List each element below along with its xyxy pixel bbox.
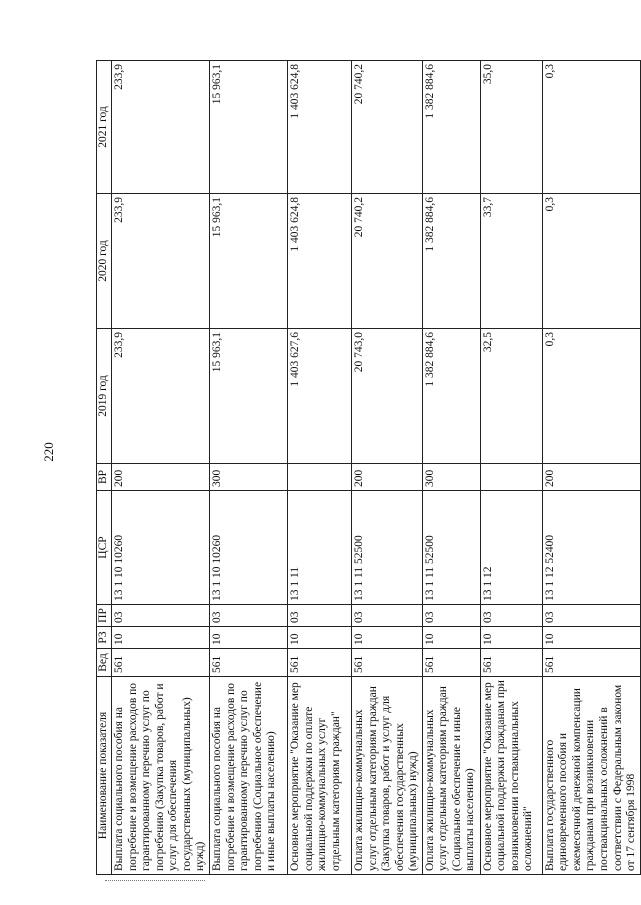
cell-ved: 561 (209, 649, 287, 677)
cell-vr: 300 (422, 464, 480, 491)
cell-pr: 03 (480, 605, 542, 627)
cell-name: Оплата жилищно-коммунальных услуг отдельным категориям граждан (Закупка товаров, работ и услуг для обеспечения государственных (муниципальных) нужд) (351, 677, 422, 875)
cell-2019: 0,3 (542, 329, 640, 464)
header-ved: Вед (97, 649, 112, 677)
cell-name: Выплата социального пособия на погребение и возмещение расходов по гарантированному перечню услуг по погребению (Социальное обеспечение и иные выплаты населению) (209, 677, 287, 875)
table-row (480, 61, 542, 875)
cell-2019: 15 963,1 (209, 329, 287, 464)
table-row (209, 61, 287, 875)
cell-ved: 561 (422, 649, 480, 677)
cell-2021: 15 963,1 (209, 61, 287, 194)
cell-2020: 233,9 (112, 194, 210, 329)
header-row (97, 61, 112, 875)
cell-rz: 10 (209, 627, 287, 649)
cell-pr: 03 (422, 605, 480, 627)
cell-vr (480, 464, 542, 491)
cell-2020: 1 382 884,6 (422, 194, 480, 329)
cell-ved: 561 (351, 649, 422, 677)
cell-2021: 1 403 624,8 (287, 61, 351, 194)
cell-2020: 1 403 624,8 (287, 194, 351, 329)
cell-vr: 200 (542, 464, 640, 491)
header-csr: ЦСР (97, 491, 112, 605)
cell-csr: 13 1 11 (287, 491, 351, 605)
cell-name: Основное мероприятие "Оказание мер социальной поддержки гражданам при возникновении поствакцинальных осложнений" (480, 677, 542, 875)
cell-csr: 13 1 12 (480, 491, 542, 605)
cell-2020: 0,3 (542, 194, 640, 329)
cell-rz: 10 (422, 627, 480, 649)
cell-csr: 13 1 11 52500 (351, 491, 422, 605)
cell-2019: 233,9 (112, 329, 210, 464)
cell-2019: 1 382 884,6 (422, 329, 480, 464)
cell-pr: 03 (287, 605, 351, 627)
cell-rz: 10 (351, 627, 422, 649)
header-vr: ВР (97, 464, 112, 491)
cell-2019: 20 743,0 (351, 329, 422, 464)
table-row (422, 61, 480, 875)
cell-pr: 03 (112, 605, 210, 627)
cell-csr: 13 1 12 52400 (542, 491, 640, 605)
cell-rz: 10 (287, 627, 351, 649)
cell-2021: 233,9 (112, 61, 210, 194)
budget-table (96, 60, 641, 875)
cell-2019: 32,5 (480, 329, 542, 464)
cell-csr: 13 1 10 10260 (112, 491, 210, 605)
cell-2021: 1 382 884,6 (422, 61, 480, 194)
cell-2020: 33,7 (480, 194, 542, 329)
table-row (542, 61, 640, 875)
cell-2020: 15 963,1 (209, 194, 287, 329)
cell-rz: 10 (480, 627, 542, 649)
table-row (112, 61, 210, 875)
table-row (351, 61, 422, 875)
cell-pr: 03 (209, 605, 287, 627)
cell-2021: 35,0 (480, 61, 542, 194)
cell-name: Основное мероприятие "Оказание мер социальной поддержки по оплате жилищно-коммунальных услуг отдельным категориям граждан" (287, 677, 351, 875)
cell-2020: 20 740,2 (351, 194, 422, 329)
table-viewport (96, 61, 638, 875)
cell-rz: 10 (542, 627, 640, 649)
cell-ved: 561 (542, 649, 640, 677)
cell-2021: 0,3 (542, 61, 640, 194)
header-name: Наименование показателя (97, 677, 112, 875)
header-rz: РЗ (97, 627, 112, 649)
cell-2021: 20 740,2 (351, 61, 422, 194)
header-pr: ПР (97, 605, 112, 627)
cell-csr: 13 1 10 10260 (209, 491, 287, 605)
cell-ved: 561 (112, 649, 210, 677)
cell-name: Выплата социального пособия на погребение и возмещение расходов по гарантированному перечню услуг по погребению (Закупка товаров, работ и услуг для обеспечения государственных (муниципальных) нужд) (112, 677, 210, 875)
scan-edge-mark (105, 880, 205, 881)
header-2021: 2021 год (97, 61, 112, 194)
cell-ved: 561 (287, 649, 351, 677)
cell-name: Оплата жилищно-коммунальных услуг отдельным категориям граждан (Социальное обеспечение и иные выплаты населению) (422, 677, 480, 875)
cell-vr (287, 464, 351, 491)
cell-pr: 03 (351, 605, 422, 627)
cell-rz: 10 (112, 627, 210, 649)
table-row (287, 61, 351, 875)
header-2019: 2019 год (97, 329, 112, 464)
page-number-text: 220 (41, 442, 56, 462)
cell-vr: 200 (112, 464, 210, 491)
cell-csr: 13 1 11 52500 (422, 491, 480, 605)
cell-pr: 03 (542, 605, 640, 627)
cell-2019: 1 403 627,6 (287, 329, 351, 464)
cell-vr: 200 (351, 464, 422, 491)
cell-ved: 561 (480, 649, 542, 677)
cell-name: Выплата государственного единовременного пособия и ежемесячной денежной компенсации гражданам при возникновении поствакцинальных осложнений в соответствии с Федеральным законом от 17 сентября 1998 (542, 677, 640, 875)
rotated-table-container (96, 61, 638, 875)
header-2020: 2020 год (97, 194, 112, 329)
cell-vr: 300 (209, 464, 287, 491)
